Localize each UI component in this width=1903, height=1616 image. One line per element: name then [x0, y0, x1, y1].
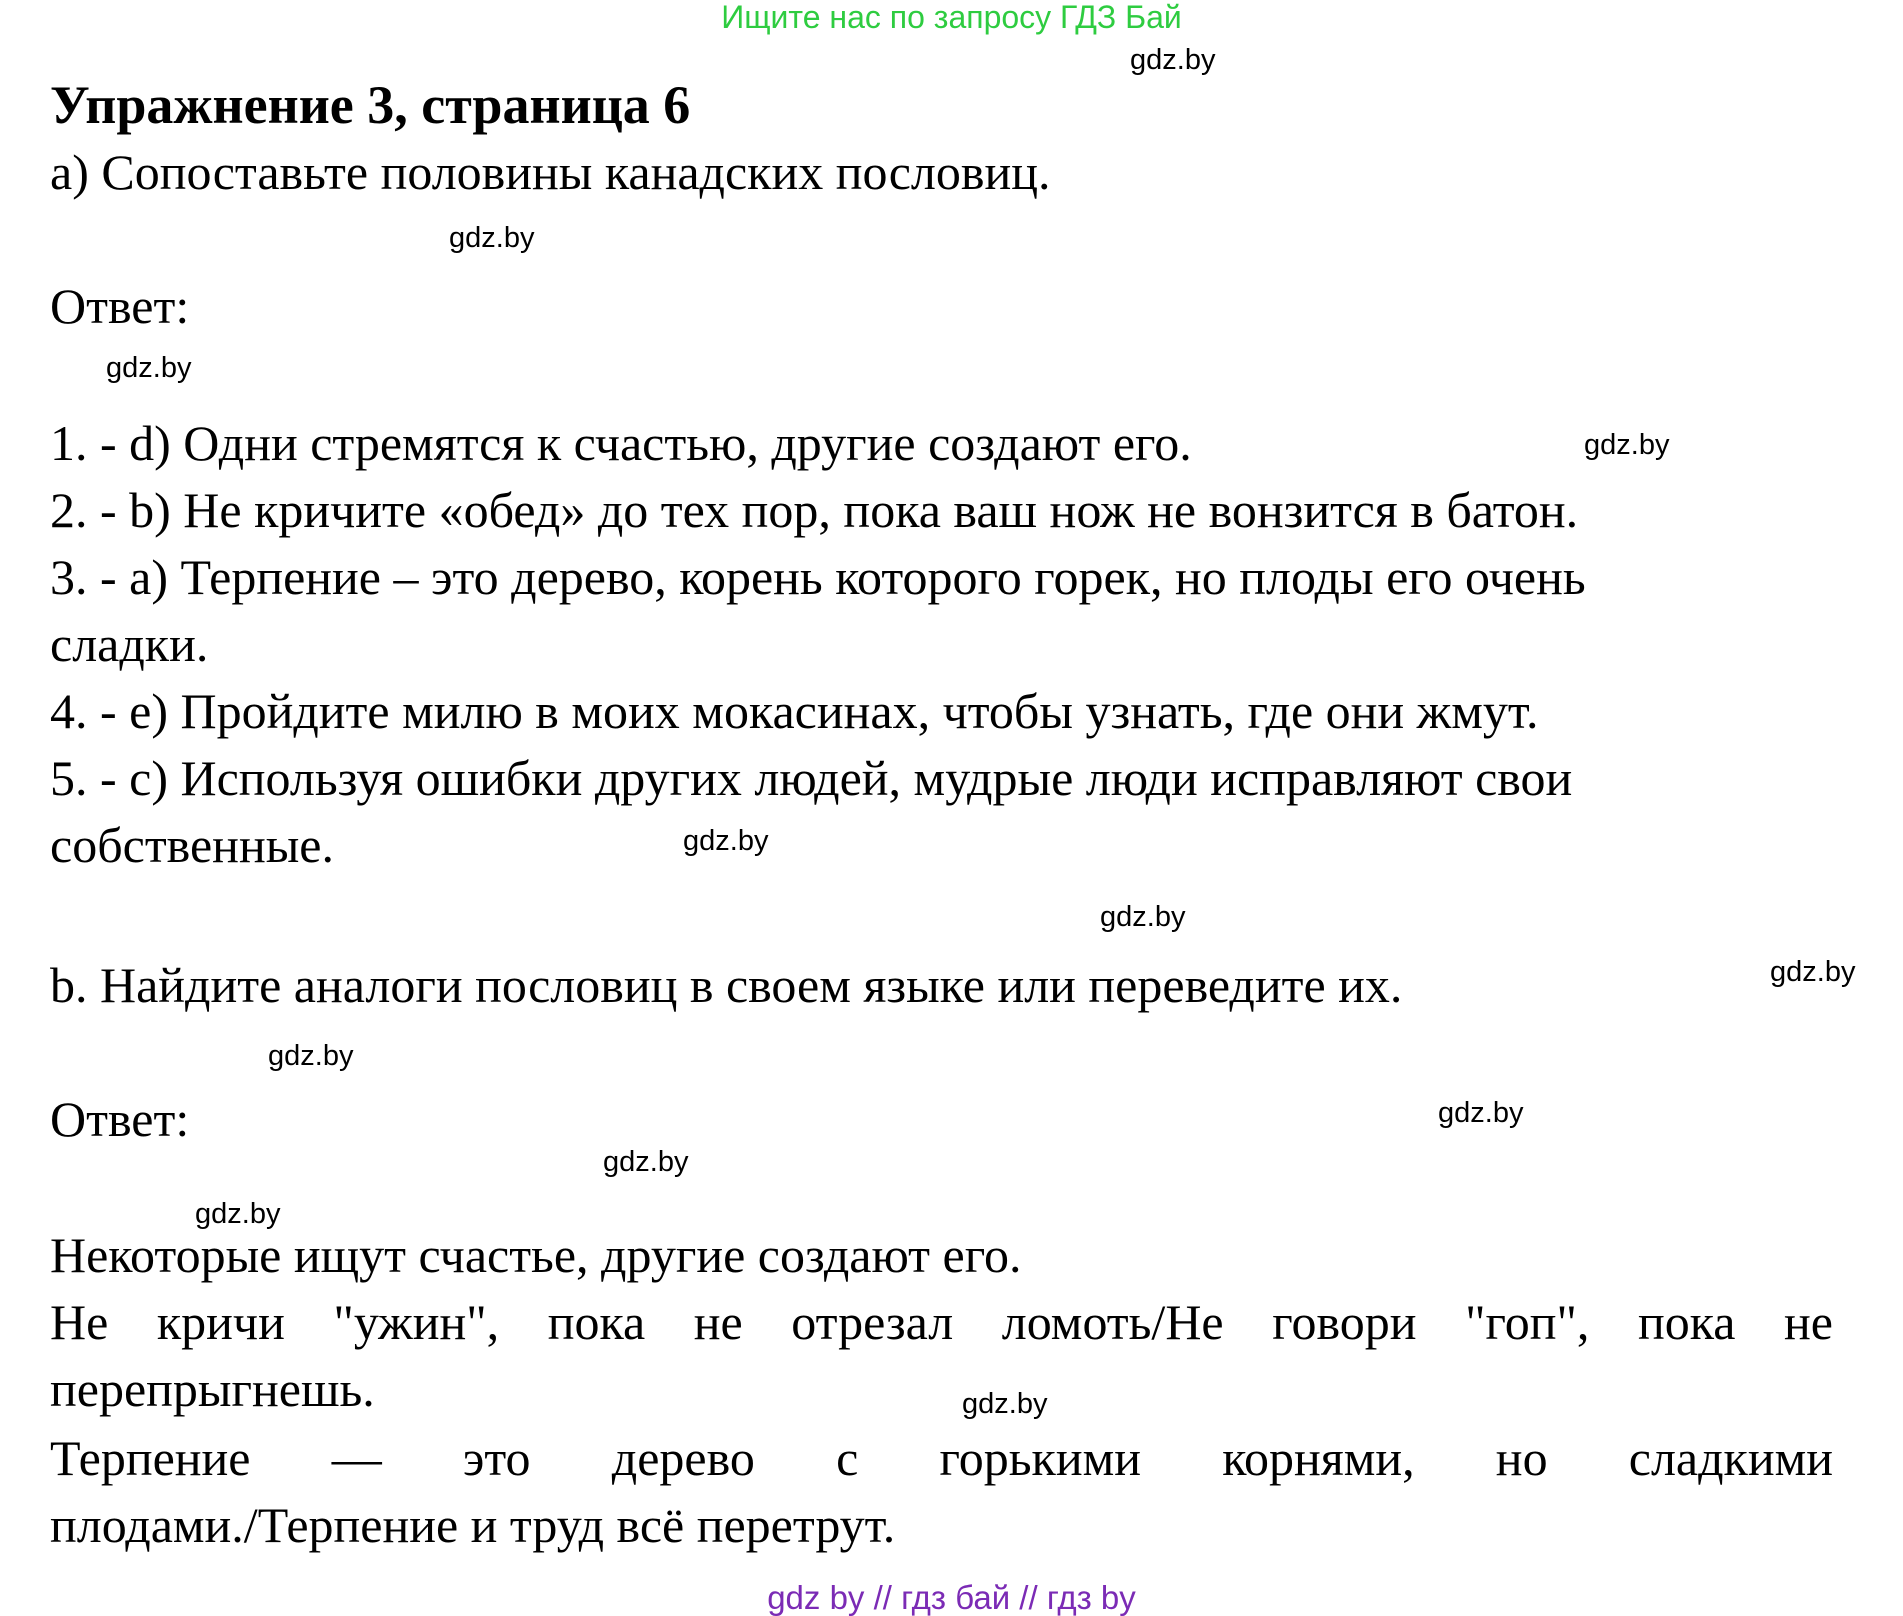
watermark: gdz.by [683, 825, 769, 857]
watermark: gdz.by [449, 222, 535, 254]
watermark: gdz.by [106, 352, 192, 384]
answer-a-line: 4. - e) Пройдите милю в моих мокасинах, чтобы узнать, где они жмут. [50, 683, 1539, 739]
footer-watermark: gdz by // гдз бай // гдз by [767, 1579, 1136, 1616]
watermark: gdz.by [1438, 1097, 1524, 1129]
exercise-title: Упражнение 3, страница 6 [50, 75, 691, 135]
watermark: gdz.by [603, 1146, 689, 1178]
watermark: gdz.by [195, 1198, 281, 1230]
banner-text: Ищите нас по запросу ГДЗ Бай [721, 0, 1182, 35]
answer-label: Ответ: [50, 278, 190, 334]
watermark: gdz.by [962, 1388, 1048, 1420]
answer-a-line: 5. - c) Используя ошибки других людей, мудрые люди исправляют свои [50, 750, 1573, 806]
watermark: gdz.by [268, 1040, 354, 1072]
answer-b-line: Некоторые ищут счастье, другие создают его. [50, 1227, 1022, 1283]
answer-b-line: Не кричи "ужин", пока не отрезал ломоть/Не говори "гоп", пока не [50, 1294, 1833, 1350]
task-b-text: b. Найдите аналоги пословиц в своем языке или переведите их. [50, 957, 1403, 1013]
watermark: gdz.by [1130, 44, 1216, 76]
answer-b-line: перепрыгнешь. [50, 1361, 375, 1417]
watermark: gdz.by [1584, 429, 1670, 461]
watermark: gdz.by [1100, 901, 1186, 933]
watermark: gdz.by [1770, 956, 1856, 988]
answer-b-line: плодами./Терпение и труд всё перетрут. [50, 1497, 896, 1553]
answer-label: Ответ: [50, 1091, 190, 1147]
answer-a-line: сладки. [50, 616, 209, 672]
answer-a-line: 2. - b) Не кричите «обед» до тех пор, пока ваш нож не вонзится в батон. [50, 482, 1579, 538]
task-a-text: a) Сопоставьте половины канадских пословиц. [50, 144, 1051, 200]
answer-b-line: Терпение — это дерево с горькими корнями, но сладкими [50, 1430, 1833, 1486]
answer-a-line: 1. - d) Одни стремятся к счастью, другие создают его. [50, 415, 1192, 471]
answer-a-line: собственные. [50, 817, 334, 873]
answer-a-line: 3. - a) Терпение – это дерево, корень которого горек, но плоды его очень [50, 549, 1586, 605]
